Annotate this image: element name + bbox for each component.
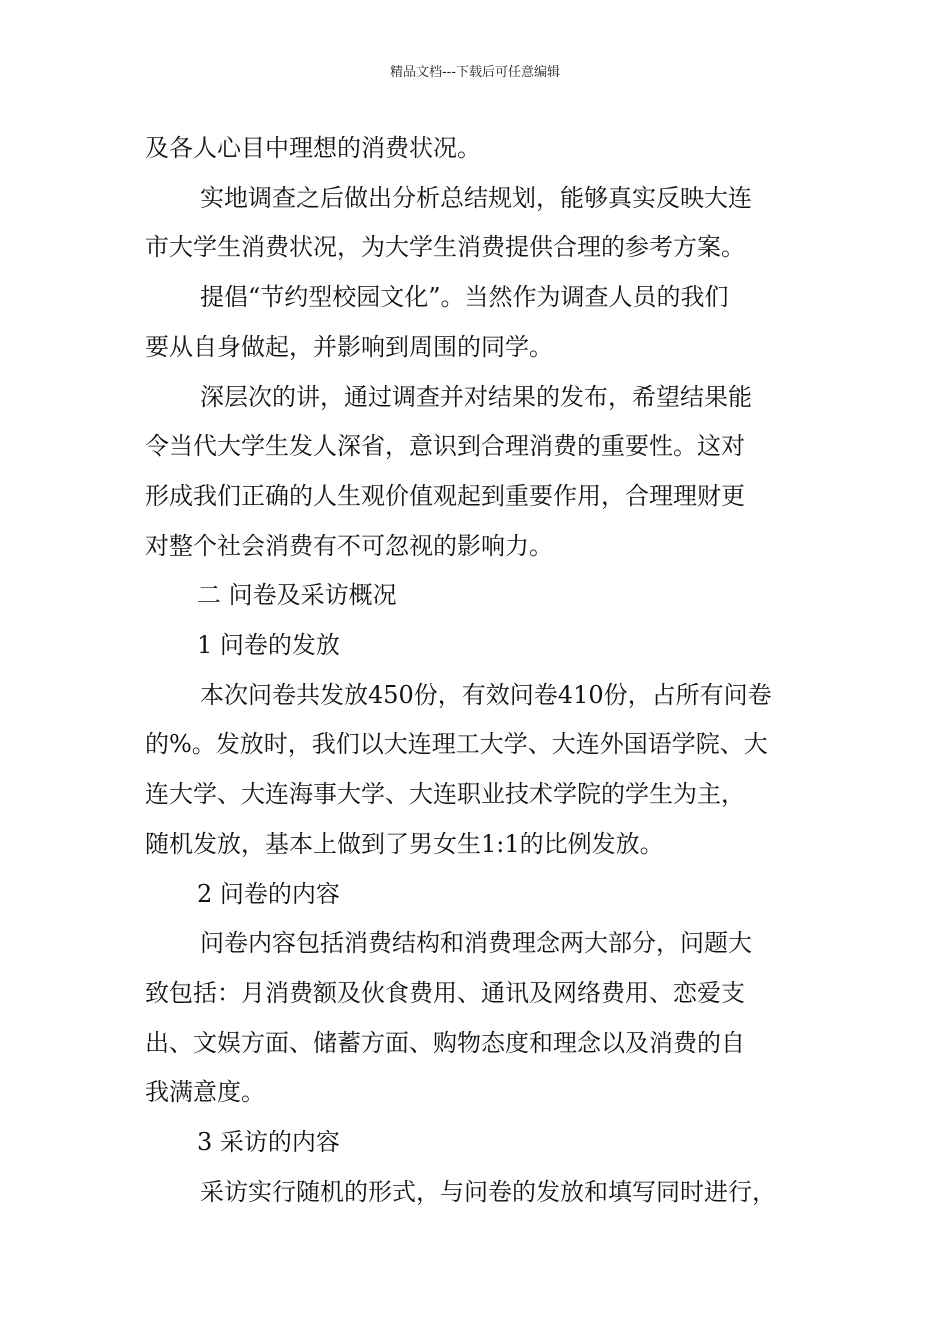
text-line: 我满意度。: [145, 1078, 265, 1107]
text-line: 连大学、大连海事大学、大连职业技术学院的学生为主，: [145, 780, 745, 809]
text-line: 要从自身做起，并影响到周围的同学。: [145, 332, 553, 361]
subsection-heading: 3 采访的内容: [197, 1128, 340, 1157]
text-line: 令当代大学生发人深省，意识到合理消费的重要性。这对: [145, 432, 745, 461]
text-line: 实地调查之后做出分析总结规划，能够真实反映大连: [200, 183, 752, 212]
text-line: 致包括：月消费额及伙食费用、通讯及网络费用、恋爱支: [145, 978, 745, 1007]
text-line: 随机发放，基本上做到了男女生1:1的比例发放。: [145, 829, 664, 858]
document-body: [145, 124, 845, 1217]
text-line: 市大学生消费状况，为大学生消费提供合理的参考方案。: [145, 233, 745, 262]
text-line: 及各人心目中理想的消费状况。: [145, 134, 481, 162]
text-line: 本次问卷共发放450份，有效问卷410份，占所有问卷: [200, 680, 772, 709]
text-line: 采访实行随机的形式，与问卷的发放和填写同时进行，: [200, 1177, 776, 1206]
subsection-heading: 2 问卷的内容: [197, 879, 340, 908]
page-header: 精品文档---下载后可任意编辑: [389, 65, 561, 80]
text-line: 形成我们正确的人生观价值观起到重要作用，合理理财更: [145, 481, 745, 510]
text-line: 深层次的讲，通过调查并对结果的发布，希望结果能: [200, 382, 752, 411]
subsection-heading: 1 问卷的发放: [197, 631, 340, 660]
text-line: 的%。发放时，我们以大连理工大学、大连外国语学院、大: [145, 730, 768, 759]
text-line: 出、文娱方面、储蓄方面、购物态度和理念以及消费的自: [145, 1028, 745, 1057]
text-line: 问卷内容包括消费结构和消费理念两大部分，问题大: [200, 929, 752, 958]
text-line: 提倡“节约型校园文化”。当然作为调查人员的我们: [200, 283, 729, 312]
text-line: 对整个社会消费有不可忽视的影响力。: [145, 531, 553, 560]
section-heading: 二 问卷及采访概况: [197, 581, 397, 610]
